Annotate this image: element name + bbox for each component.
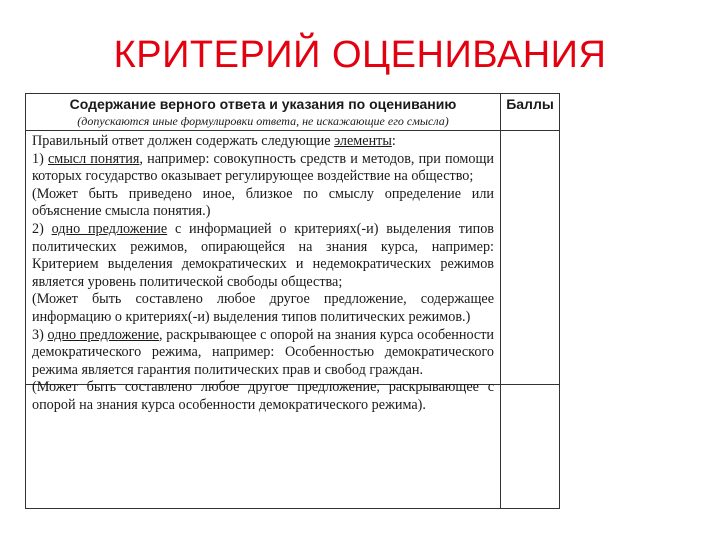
- slide-title: КРИТЕРИЙ ОЦЕНИВАНИЯ: [113, 34, 607, 76]
- intro-line: Правильный ответ должен содержать следующие элементы:: [32, 133, 396, 149]
- header-content-title: Содержание верного ответа и указания по оцениванию: [69, 96, 457, 112]
- item-3: 3) одно предложение, раскрывающее с опорой на знания курса особенности демократического режима, например: Особенностью демократического режима является гарантия политических прав и свобод граждан.: [32, 326, 494, 378]
- item-1: 1) смысл понятия, например: совокупность средств и методов, при помощи которых государство оказывает регулирующее воздействие на общество;: [32, 150, 495, 185]
- criteria-text-cell: [32, 133, 494, 415]
- table-header-row: [26, 94, 559, 131]
- criteria-table: [25, 93, 560, 509]
- header-content-note: (допускаются иные формулировки ответа, не искажающие его смысла): [77, 114, 449, 128]
- item-1-note: (Может быть приведено иное, близкое по смыслу определение или объяснение смысла понятия.): [32, 185, 494, 220]
- item-2-note: (Может быть составлено любое другое предложение, содержащее информацию о критериях(-и) выделения типов политических режимов.): [32, 291, 494, 325]
- item-2: 2) одно предложение с информацией о критериях(-и) выделения типов политических режимов, опирающейся на знания курса, например: Критерием выделения демократических и недемократических режимов является уровень политической свободы общества;: [32, 220, 494, 290]
- header-score-title: Баллы: [506, 96, 554, 112]
- item-3-note: (Может быть составлено любое другое предложение, раскрывающее с опорой на знания курса особенности демократического режима).: [32, 379, 494, 413]
- column-divider: [500, 94, 501, 508]
